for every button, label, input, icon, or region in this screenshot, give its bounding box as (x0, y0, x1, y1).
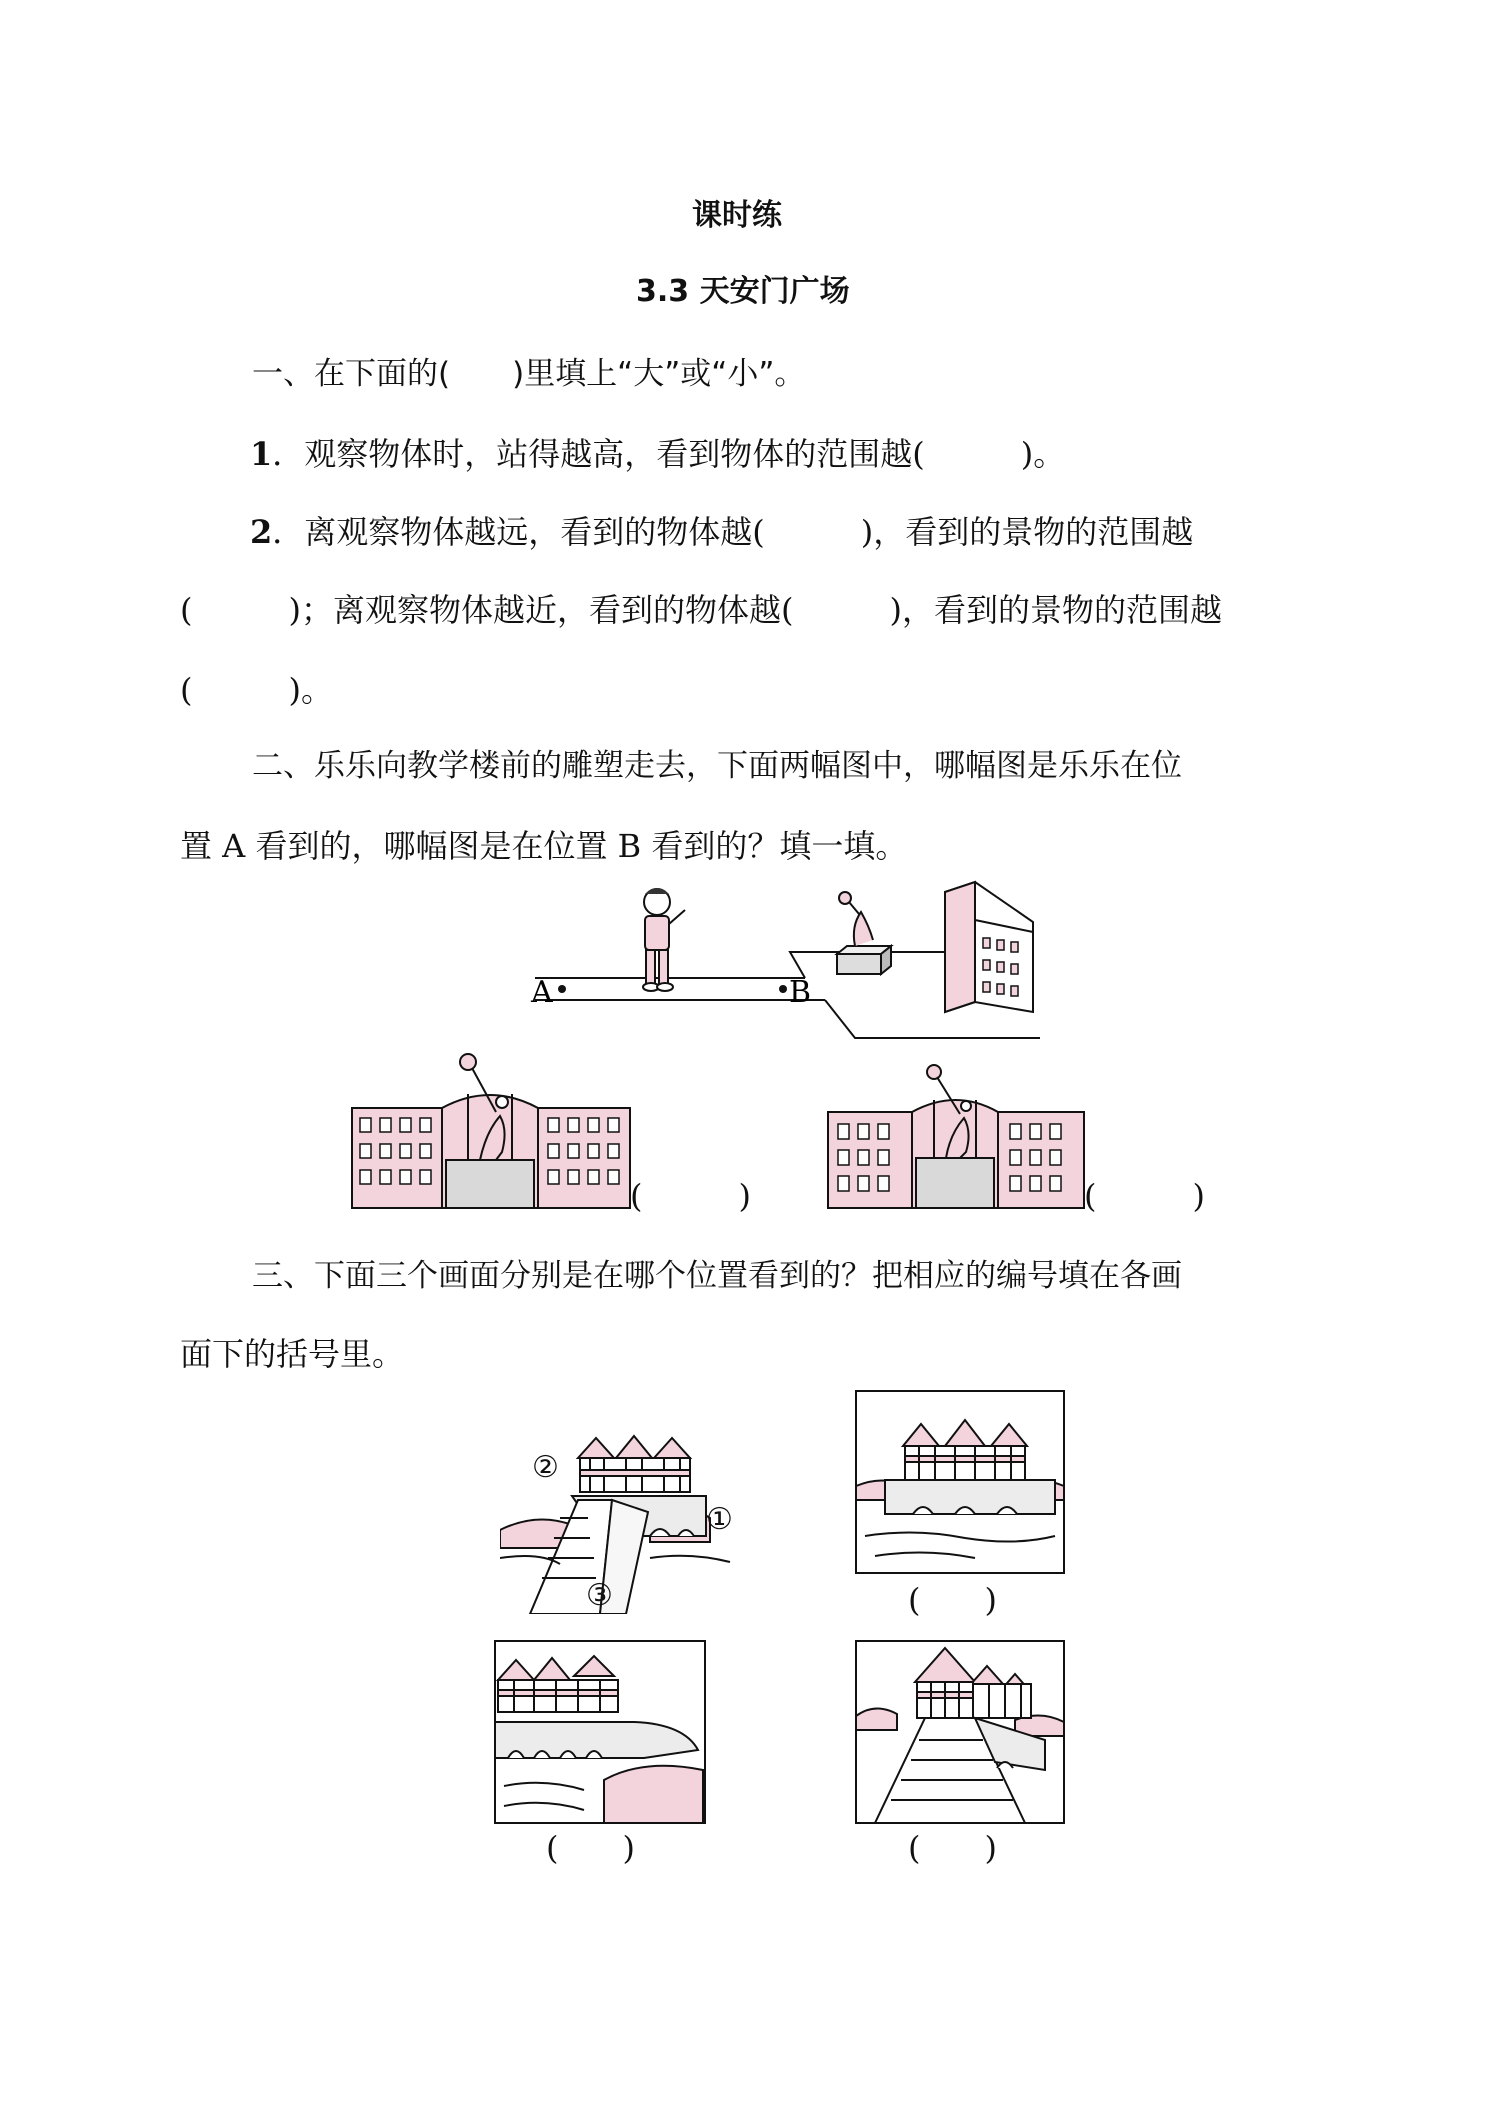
question-2-number: 2 (250, 513, 273, 551)
path-diagram (525, 880, 1045, 1040)
answer-blank-3[interactable]: ( ) (908, 1829, 997, 1867)
bridge-view-1 (855, 1390, 1065, 1574)
point-b-label: B (789, 975, 812, 1010)
question-1 (250, 434, 1065, 474)
answer-blank-1[interactable]: ( ) (908, 1581, 997, 1619)
lesson-subtitle: 3.3 天安门广场 (636, 274, 850, 309)
sculpture (837, 892, 891, 974)
section-1-heading: 一、在下面的( )里填上“大”或“小”。 (252, 356, 806, 392)
pavilion-roofs (578, 1436, 690, 1492)
page-title: 课时练 (692, 198, 782, 233)
answer-blank-left[interactable]: ( ) (630, 1177, 751, 1215)
question-2-text: ．离观察物体越远，看到的物体越( )，看到的景物的范围越 (272, 513, 1194, 551)
building-view-right (826, 1062, 1086, 1212)
point-a-label: A (531, 975, 553, 1010)
girl-figure (643, 888, 685, 991)
question-2-line-1 (250, 512, 1193, 552)
section-3-line-2: 面下的括号里。 (180, 1335, 405, 1373)
bridge-view-2 (494, 1640, 706, 1824)
question-2-line-2: ( )；离观察物体越近，看到的物体越( )，看到的景物的范围越 (180, 591, 1222, 629)
answer-blank-right[interactable]: ( ) (1084, 1177, 1205, 1215)
section-2-line-1: 二、乐乐向教学楼前的雕塑走去，下面两幅图中，哪幅图是乐乐在位 (252, 748, 1182, 784)
point-a-dot (558, 985, 566, 993)
school-building (945, 882, 1033, 1012)
section-3-line-1: 三、下面三个画面分别是在哪个位置看到的？把相应的编号填在各画 (252, 1258, 1182, 1294)
question-2-line-3: ( )。 (180, 671, 333, 709)
point-b-dot (779, 985, 787, 993)
marker-2: ② (532, 1450, 559, 1485)
question-1-number: 1 (250, 435, 273, 473)
marker-3: ③ (586, 1578, 613, 1613)
building-view-left (350, 1052, 635, 1212)
bridge-view-3 (855, 1640, 1065, 1824)
marker-1: ① (706, 1502, 733, 1537)
answer-blank-2[interactable]: ( ) (546, 1829, 635, 1867)
question-1-text: ．观察物体时，站得越高，看到物体的范围越( )。 (272, 435, 1066, 473)
section-2-line-2: 置 A 看到的，哪幅图是在位置 B 看到的？填一填。 (180, 827, 908, 865)
